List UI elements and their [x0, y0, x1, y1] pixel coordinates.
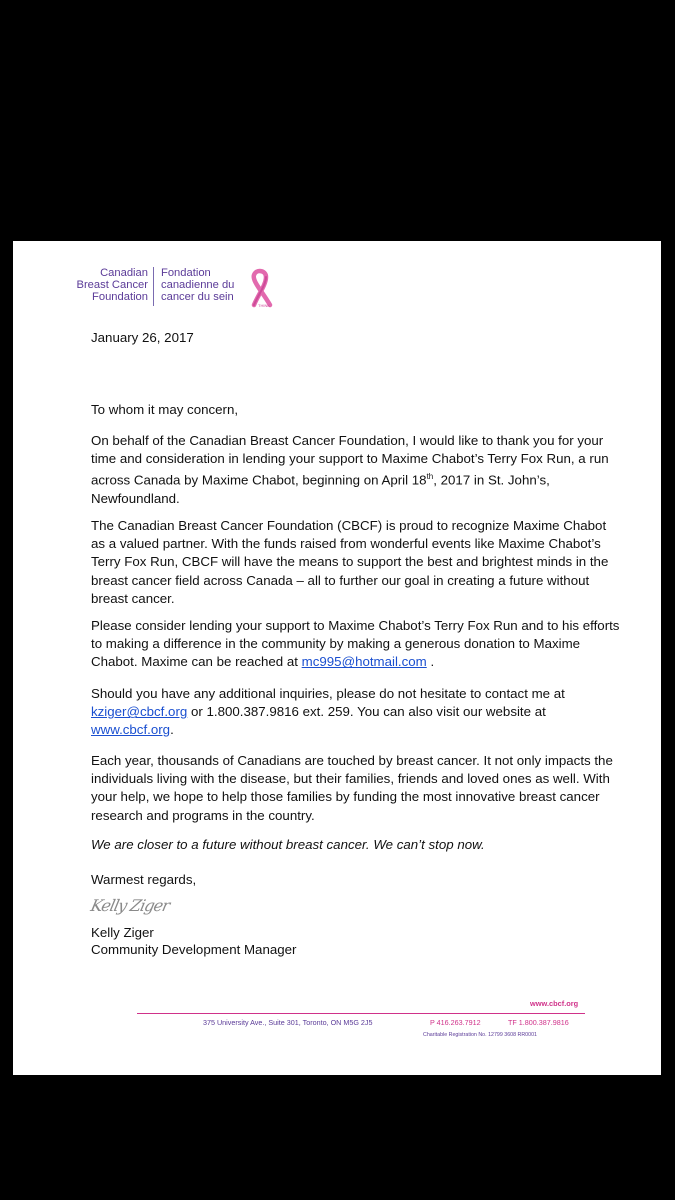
footer-website: www.cbcf.org [530, 999, 579, 1008]
paragraph-4-end: . [170, 722, 174, 738]
paragraph-1-end: , 2017 in St. John’s, Newfoundland. [91, 472, 550, 507]
paragraph-1 [91, 432, 621, 508]
paragraph-4-text: Should you have any additional inquiries, please do not hesitate to contact me at [91, 686, 565, 701]
signature-image: Kelly Ziger [88, 896, 171, 915]
paragraph-4 [91, 685, 621, 740]
paragraph-3-end: . [426, 654, 435, 670]
superscript-th: th [426, 472, 434, 482]
logo-divider [153, 267, 154, 306]
footer-divider [137, 1013, 585, 1014]
tagline: We are closer to a future without breast cancer. We can’t stop now. [91, 837, 485, 852]
logo-french-text: Fondation canadienne du cancer du sein [161, 267, 235, 303]
paragraph-3-text: Please consider lending your support to Maxime Chabot’s Terry Fox Run and to his efforts to making a difference in the community by making a generous donation to Maxime Chabot. Maxime can be reached at [91, 618, 620, 670]
logo-trademark: THINK [258, 303, 270, 308]
salutation: To whom it may concern, [91, 402, 239, 417]
letter-date: January 26, 2017 [91, 330, 194, 345]
paragraph-3 [91, 617, 621, 672]
website-link[interactable]: www.cbcf.org [91, 722, 171, 738]
footer-registration: Charitable Registration No. 12799 3608 RR0001 [423, 1032, 537, 1038]
paragraph-5: Each year, thousands of Canadians are touched by breast cancer. It not only impacts the individuals living with the disease, but their families, friends and loved ones as well. With your help, we hope to help those families by funding the most innovative breast cancer research and programs in the country. [91, 753, 613, 823]
signer-title: Community Development Manager [91, 942, 297, 957]
paragraph-1-text: On behalf of the Canadian Breast Cancer Foundation, I would like to thank you for your time and consideration in lending your support to Maxime Chabot’s Terry Fox Run, a run across Canada by Maxime Chabot, beginning on April 18 [91, 433, 609, 488]
paragraph-2: The Canadian Breast Cancer Foundation (CBCF) is proud to recognize Maxime Chabot as a valued partner. With the funds raised from wonderful events like Maxime Chabot’s Terry Fox Run, CBCF will have the means to support the best and brightest minds in the breast cancer field across Canada – all to further our goal in creating a future without breast cancer. [91, 518, 609, 606]
kziger-email-link[interactable]: kziger@cbcf.org [91, 704, 188, 720]
logo-english-text: Canadian Breast Cancer Foundation [76, 267, 148, 303]
footer-address: 375 University Ave., Suite 301, Toronto, ON M5G 2J5 [203, 1018, 373, 1027]
closing: Warmest regards, [91, 872, 197, 887]
footer-phone: P 416.263.7912 [430, 1018, 481, 1027]
maxime-email-link[interactable]: mc995@hotmail.com [301, 654, 427, 670]
footer-toll-free: TF 1.800.387.9816 [508, 1018, 569, 1027]
signer-name: Kelly Ziger [91, 925, 154, 940]
paragraph-4-mid: or 1.800.387.9816 ext. 259. You can also visit our website at [187, 704, 546, 720]
letter-page [13, 241, 661, 1075]
